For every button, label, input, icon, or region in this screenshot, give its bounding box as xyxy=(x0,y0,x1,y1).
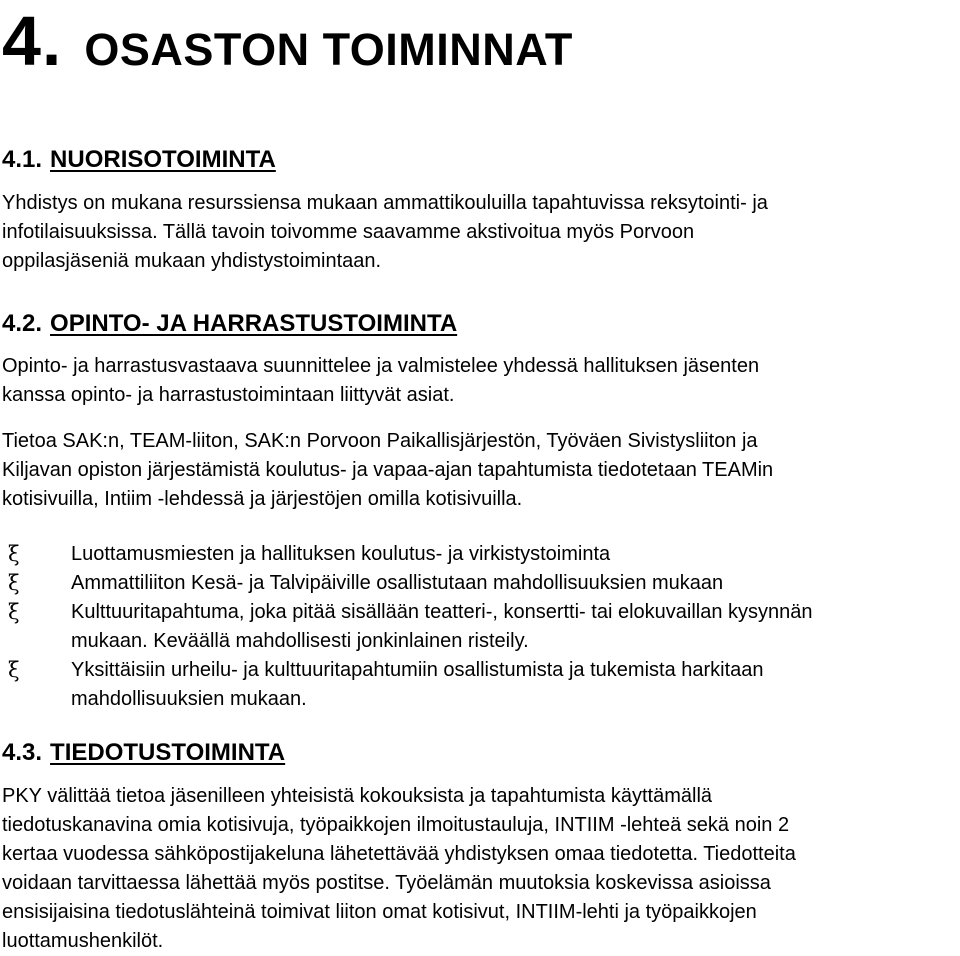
paragraph-line: Kiljavan opiston järjestämistä koulutus- ja vapaa-ajan tapahtumista tiedotetaan TEAMin xyxy=(2,459,774,481)
paragraph-line: kotisivuilla, Intiim -lehdessä ja järjestöjen omilla kotisivuilla. xyxy=(2,488,523,510)
section-title: TIEDOTUSTOIMINTA xyxy=(50,739,286,766)
section-title: OPINTO- JA HARRASTUSTOIMINTA xyxy=(50,310,458,337)
page-title-text: OSASTON TOIMINNAT xyxy=(84,24,573,75)
paragraph-line: kanssa opinto- ja harrastustoimintaan liittyvät asiat. xyxy=(2,384,455,406)
paragraph-opinto-vastaava xyxy=(2,352,759,410)
activity-bullet-list xyxy=(0,540,813,714)
paragraph-tiedotustoiminta xyxy=(2,782,796,956)
bullet-symbol-icon: ξ xyxy=(8,658,20,682)
list-item xyxy=(0,598,813,656)
section-heading-nuorisotoiminta xyxy=(2,148,276,172)
paragraph-line: oppilasjäseniä mukaan yhdistystoimintaan. xyxy=(2,250,382,272)
paragraph-line: Opinto- ja harrastusvastaava suunnittelee ja valmistelee yhdessä hallituksen jäsenten xyxy=(2,355,760,377)
list-item-line: Ammattiliiton Kesä- ja Talvipäiville osallistutaan mahdollisuuksien mukaan xyxy=(71,572,724,594)
section-number: 4.2. xyxy=(2,310,43,337)
list-item xyxy=(0,656,813,714)
section-number: 4.1. xyxy=(2,146,43,173)
paragraph-line: luottamushenkilöt. xyxy=(2,930,164,952)
section-heading-opinto-ja-harrastustoiminta xyxy=(2,312,457,336)
list-item-line: Luottamusmiesten ja hallituksen koulutus- ja virkistystoiminta xyxy=(71,543,611,565)
paragraph-line: ensisijaisina tiedotuslähteinä toimivat liiton omat kotisivut, INTIIM-lehti ja työpaikkojen xyxy=(2,901,757,923)
list-item-line: Kulttuuritapahtuma, joka pitää sisällään teatteri-, konsertti- tai elokuvaillan kysynnän xyxy=(71,601,813,623)
list-item-line: mukaan. Keväällä mahdollisesti jonkinlainen risteily. xyxy=(71,630,529,652)
paragraph-line: infotilaisuuksissa. Tällä tavoin toivomme saavamme akstivoitua myös Porvoon xyxy=(2,221,695,243)
page-title xyxy=(2,2,573,80)
paragraph-line: kertaa vuodessa sähköpostijakeluna lähetettävää yhdistyksen omaa tiedotetta. Tiedotteita xyxy=(2,843,796,865)
list-item xyxy=(0,540,813,569)
bullet-symbol-icon: ξ xyxy=(8,542,20,566)
paragraph-line: voidaan tarvittaessa lähettää myös postitse. Työelämän muutoksia koskevissa asioissa xyxy=(2,872,771,894)
section-title: NUORISOTOIMINTA xyxy=(50,146,276,173)
list-item-line: mahdollisuuksien mukaan. xyxy=(71,688,307,710)
page-title-number: 4. xyxy=(2,2,63,80)
bullet-symbol-icon: ξ xyxy=(8,571,20,595)
paragraph-line: Tietoa SAK:n, TEAM-liiton, SAK:n Porvoon Paikallisjärjestön, Työväen Sivistysliiton ja xyxy=(2,430,758,452)
paragraph-line: PKY välittää tietoa jäsenilleen yhteisistä kokouksista ja tapahtumista käyttämällä xyxy=(2,785,713,807)
paragraph-nuorisotoiminta xyxy=(2,189,768,276)
bullet-symbol-icon: ξ xyxy=(8,600,20,624)
list-item-line: Yksittäisiin urheilu- ja kulttuuritapahtumiin osallistumista ja tukemista harkitaan xyxy=(71,659,764,681)
section-heading-tiedotustoiminta xyxy=(2,741,285,765)
paragraph-tietoa-koulutuksista xyxy=(2,427,773,514)
paragraph-line: tiedotuskanavina omia kotisivuja, työpaikkojen ilmoitustauluja, INTIIM -lehteä sekä noin 2 xyxy=(2,814,790,836)
section-number: 4.3. xyxy=(2,739,43,766)
list-item xyxy=(0,569,813,598)
paragraph-line: Yhdistys on mukana resurssiensa mukaan ammattikouluilla tapahtuvissa reksytointi- ja xyxy=(2,192,768,214)
